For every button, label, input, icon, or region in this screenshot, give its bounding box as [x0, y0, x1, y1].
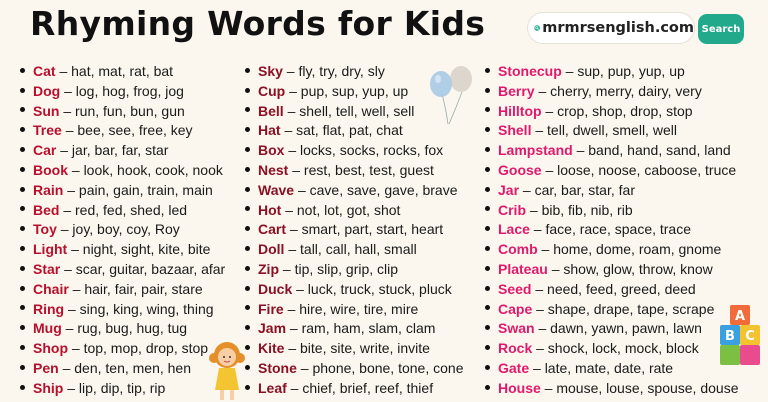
rhyme-list-item — [245, 300, 463, 320]
rhymes: – hair, fair, pair, stare — [68, 280, 203, 297]
keyword: Duck — [258, 280, 293, 297]
bullet-icon — [245, 325, 250, 330]
keyword: Star — [33, 260, 61, 277]
keyword: Cup — [258, 82, 286, 99]
rhyme-list-item — [20, 181, 225, 201]
rhyme-list-item — [245, 181, 463, 201]
keyword: Hat — [258, 122, 281, 139]
keyword: Kite — [258, 340, 285, 357]
rhyme-list-item — [485, 339, 738, 359]
keyword: Plateau — [498, 260, 548, 277]
rhyme-list-item — [245, 161, 463, 181]
keyword: Gate — [498, 359, 530, 376]
rhymes: – show, glow, throw, know — [547, 260, 713, 277]
keyword: Cat — [33, 63, 56, 79]
bullet-icon — [20, 107, 25, 112]
rhymes: – phone, bone, tone, cone — [296, 359, 464, 376]
bullet-icon — [20, 206, 25, 211]
rhymes: – mouse, louse, spouse, douse — [540, 379, 739, 396]
rhyme-list-item — [20, 102, 225, 122]
rhyme-list-item — [20, 201, 225, 221]
rhyme-list-item — [20, 319, 225, 339]
keyword: Zip — [258, 260, 279, 277]
page-title: Rhyming Words for Kids — [30, 4, 486, 43]
rhymes: – shell, tell, well, sell — [283, 102, 415, 119]
site-name: mrmrsenglish.com — [542, 20, 694, 36]
rhyme-list-item — [485, 220, 738, 240]
rhyme-list-item — [20, 141, 225, 161]
rhymes: – home, dome, roam, gnome — [537, 241, 722, 258]
bullet-icon — [20, 167, 25, 172]
bullet-icon — [20, 68, 25, 73]
rhymes: – hat, mat, rat, bat — [55, 63, 174, 79]
keyword: Car — [33, 142, 57, 159]
rhyme-list-item — [245, 220, 463, 240]
keyword: Rock — [498, 340, 533, 357]
rhymes: – locks, socks, rocks, fox — [284, 142, 444, 159]
keyword: Shop — [33, 340, 68, 357]
keyword: Dog — [33, 82, 61, 99]
rhymes: – sup, pup, yup, up — [561, 63, 685, 79]
rhyme-list-item — [245, 260, 463, 280]
keyword: Hilltop — [498, 102, 542, 119]
bullet-icon — [245, 167, 250, 172]
bullet-icon — [485, 167, 490, 172]
rhymes: – den, ten, men, hen — [58, 359, 192, 376]
rhymes: – car, bar, star, far — [519, 181, 635, 198]
keyword: Sky — [258, 63, 283, 79]
rhyme-list-item — [485, 62, 738, 82]
rhymes: – tall, call, hall, small — [284, 241, 417, 258]
rhymes: – joy, boy, coy, Roy — [56, 221, 180, 238]
keyword: Pen — [33, 359, 59, 376]
bullet-icon — [485, 345, 490, 350]
keyword: Chair — [33, 280, 69, 297]
rhymes: – run, fun, bun, gun — [59, 102, 185, 119]
keyword: Book — [33, 161, 68, 178]
keyword: Lampstand — [498, 142, 573, 159]
bullet-icon — [485, 266, 490, 271]
bullet-icon — [245, 68, 250, 73]
bullet-icon — [245, 266, 250, 271]
rhyme-list-item — [20, 280, 225, 300]
rhymes: – sing, king, wing, thing — [64, 300, 214, 317]
rhymes: – dawn, yawn, pawn, lawn — [534, 320, 702, 337]
rhyme-column-3 — [485, 62, 738, 399]
bullet-icon — [485, 187, 490, 192]
rhyme-list-item — [245, 319, 463, 339]
rhymes: – band, hand, sand, land — [572, 142, 731, 159]
bullet-icon — [485, 286, 490, 291]
keyword: Hot — [258, 201, 282, 218]
bullet-icon — [245, 305, 250, 310]
rhyme-list-item — [485, 161, 738, 181]
keyword: Jam — [258, 320, 287, 337]
rhyme-list-item — [485, 121, 738, 141]
bullet-icon — [485, 127, 490, 132]
rhyme-list-item — [245, 379, 463, 399]
rhymes: – crop, shop, drop, stop — [541, 102, 693, 119]
rhymes: – smart, part, start, heart — [286, 221, 444, 238]
rhyme-list-item — [485, 141, 738, 161]
bullet-icon — [20, 147, 25, 152]
keyword: Stonecup — [498, 63, 562, 79]
bullet-icon — [485, 246, 490, 251]
rhyme-list-item — [245, 141, 463, 161]
rhymes: – late, mate, date, rate — [529, 359, 674, 376]
block-letter: C — [745, 329, 755, 344]
bullet-icon — [20, 286, 25, 291]
keyword: Ship — [33, 379, 64, 396]
bullet-icon — [245, 88, 250, 93]
girl-illustration — [206, 338, 248, 402]
keyword: Berry — [498, 82, 535, 99]
rhymes: – bite, site, write, invite — [284, 340, 430, 357]
bullet-icon — [20, 127, 25, 132]
bullet-icon — [485, 305, 490, 310]
rhyme-list-item — [20, 379, 225, 399]
rhymes: – top, mop, drop, stop — [68, 340, 209, 357]
rhyme-list-item — [485, 181, 738, 201]
rhyme-list-item — [485, 260, 738, 280]
bullet-icon — [20, 226, 25, 231]
rhymes: – shape, drape, tape, scrape — [532, 300, 715, 317]
bullet-icon — [20, 246, 25, 251]
rhymes: – loose, noose, caboose, truce — [541, 161, 737, 178]
rhymes: – rug, bug, hug, tug — [61, 320, 188, 337]
search-box[interactable] — [528, 13, 694, 43]
rhyme-list-item — [245, 339, 463, 359]
bullet-icon — [20, 365, 25, 370]
rhymes: – scar, guitar, bazaar, afar — [60, 260, 226, 277]
rhyme-list-item — [485, 240, 738, 260]
rhymes: – shock, lock, mock, block — [532, 340, 699, 357]
rhyme-list-item — [20, 161, 225, 181]
search-icon — [534, 17, 540, 39]
keyword: Bell — [258, 102, 284, 119]
rhymes: – pup, sup, yup, up — [285, 82, 409, 99]
rhyme-list-item — [485, 82, 738, 102]
bullet-icon — [485, 107, 490, 112]
rhymes: – luck, truck, stuck, pluck — [292, 280, 452, 297]
rhymes: – red, fed, shed, led — [59, 201, 188, 218]
search-button[interactable]: Search — [698, 14, 744, 44]
bullet-icon — [485, 206, 490, 211]
rhymes: – tell, dwell, smell, well — [531, 122, 677, 139]
rhyme-list-item — [20, 240, 225, 260]
bullet-icon — [245, 147, 250, 152]
balloons-icon — [426, 64, 478, 126]
rhymes: – tip, slip, grip, clip — [279, 260, 399, 277]
bullet-icon — [20, 187, 25, 192]
bullet-icon — [20, 325, 25, 330]
rhyme-list-item — [485, 280, 738, 300]
rhyme-list-item — [20, 359, 225, 379]
keyword: Ring — [33, 300, 65, 317]
keyword: Comb — [498, 241, 538, 258]
bullet-icon — [485, 147, 490, 152]
keyword: Wave — [258, 181, 295, 198]
bullet-icon — [245, 187, 250, 192]
rhyme-list-item — [485, 319, 738, 339]
keyword: Rain — [33, 181, 64, 198]
keyword: Jar — [498, 181, 520, 198]
rhyme-list-item — [245, 359, 463, 379]
bullet-icon — [20, 385, 25, 390]
bullet-icon — [485, 385, 490, 390]
rhymes: – chief, brief, reef, thief — [286, 379, 434, 396]
keyword: Tree — [33, 122, 62, 139]
keyword: Cape — [498, 300, 533, 317]
bullet-icon — [20, 345, 25, 350]
rhyme-list-item — [485, 379, 738, 399]
rhymes: – cherry, merry, dairy, very — [534, 82, 702, 99]
rhyme-list-item — [20, 82, 225, 102]
keyword: Box — [258, 142, 285, 159]
rhyme-list-item — [20, 62, 225, 82]
rhymes: – log, hog, frog, jog — [60, 82, 184, 99]
keyword: Seed — [498, 280, 532, 297]
keyword: Goose — [498, 161, 542, 178]
rhymes: – sat, flat, pat, chat — [280, 122, 403, 139]
rhyme-column-1 — [20, 62, 225, 399]
bullet-icon — [245, 127, 250, 132]
rhyme-list-item — [20, 260, 225, 280]
rhyme-list-item — [245, 280, 463, 300]
keyword: Shell — [498, 122, 532, 139]
rhymes: – hire, wire, tire, mire — [283, 300, 419, 317]
rhymes: – lip, dip, tip, rip — [63, 379, 166, 396]
keyword: Bed — [33, 201, 60, 218]
bullet-icon — [485, 325, 490, 330]
rhymes: – face, race, space, trace — [529, 221, 692, 238]
keyword: Stone — [258, 359, 297, 376]
rhymes: – ram, ham, slam, clam — [286, 320, 436, 337]
bullet-icon — [20, 88, 25, 93]
keyword: Leaf — [258, 379, 287, 396]
rhymes: – bee, see, free, key — [61, 122, 193, 139]
keyword: Doll — [258, 241, 285, 258]
bullet-icon — [245, 107, 250, 112]
bullet-icon — [20, 266, 25, 271]
rhymes: – rest, best, test, guest — [288, 161, 434, 178]
bullet-icon — [20, 305, 25, 310]
rhymes: – need, feed, greed, deed — [531, 280, 696, 297]
rhyme-list-item — [485, 300, 738, 320]
rhyme-list-item — [20, 339, 225, 359]
keyword: Swan — [498, 320, 535, 337]
rhyme-list-item — [245, 201, 463, 221]
bullet-icon — [245, 206, 250, 211]
rhymes: – fly, try, dry, sly — [282, 63, 385, 79]
rhymes: – not, lot, got, shot — [281, 201, 401, 218]
rhyme-list-item — [485, 201, 738, 221]
keyword: Crib — [498, 201, 526, 218]
bullet-icon — [245, 286, 250, 291]
bullet-icon — [485, 68, 490, 73]
rhymes: – cave, save, gave, brave — [294, 181, 458, 198]
bullet-icon — [245, 226, 250, 231]
rhymes: – bib, fib, nib, rib — [526, 201, 633, 218]
rhyme-list-item — [20, 300, 225, 320]
keyword: Toy — [33, 221, 57, 238]
block-letter: A — [734, 309, 746, 324]
rhyme-list-item — [20, 121, 225, 141]
keyword: Cart — [258, 221, 287, 238]
rhymes: – look, hook, cook, nook — [68, 161, 223, 178]
rhymes: – jar, bar, far, star — [56, 142, 169, 159]
bullet-icon — [485, 226, 490, 231]
keyword: Mug — [33, 320, 62, 337]
rhymes: – night, sight, kite, bite — [67, 241, 211, 258]
block-letter: B — [725, 329, 735, 344]
rhymes: – pain, gain, train, main — [63, 181, 213, 198]
bullet-icon — [485, 88, 490, 93]
bullet-icon — [485, 365, 490, 370]
rhyme-list-item — [485, 359, 738, 379]
keyword: Light — [33, 241, 68, 258]
keyword: Sun — [33, 102, 60, 119]
keyword: House — [498, 379, 541, 396]
alphabet-blocks-icon — [718, 303, 764, 367]
rhyme-list-item — [245, 240, 463, 260]
bullet-icon — [245, 246, 250, 251]
keyword: Nest — [258, 161, 289, 178]
rhyme-list-item — [485, 102, 738, 122]
keyword: Fire — [258, 300, 284, 317]
rhyme-list-item — [20, 220, 225, 240]
keyword: Lace — [498, 221, 530, 238]
